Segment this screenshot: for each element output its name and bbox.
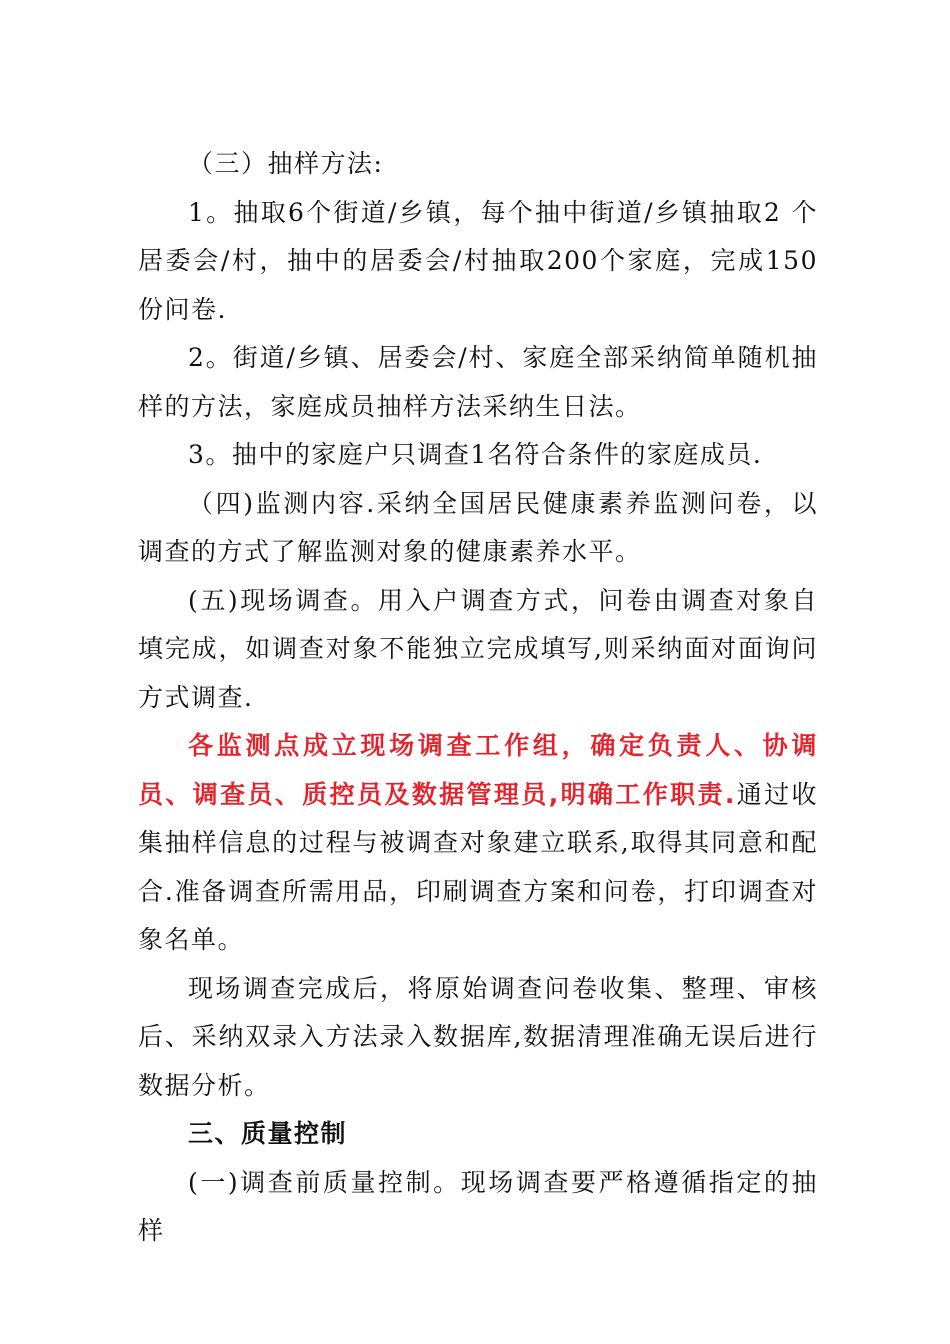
paragraph-data-entry: 现场调查完成后，将原始调查问卷收集、整理、审核后、采纳双录入方法录入数据库,数据清理准确无误后进行数据分析。 [138,973,818,1100]
paragraph-pre-survey-quality: (一)调查前质量控制。现场调查要严格遵循指定的抽样 [138,1167,818,1245]
paragraph-work-group-rest: 通过收集抽样信息的过程与被调查对象建立联系,取得其同意和配合.准备调查所需用品，印刷调查方案和问卷，打印调查对象名单。 [138,779,818,954]
section-quality-control-heading: 三、质量控制 [188,1119,348,1148]
paragraph-work-group [138,722,818,965]
document-body [138,140,818,1256]
section-sampling-method-heading: （三）抽样方法: [188,149,384,178]
paragraph-monitoring-content: （四)监测内容.采纳全国居民健康素养监测问卷，以调查的方式了解监测对象的健康素养水平。 [138,488,818,566]
paragraph-sampling-step-2: 2。街道/乡镇、居委会/村、家庭全部采纳简单随机抽样的方法，家庭成员抽样方法采纳生日法。 [138,343,818,421]
highlighted-text: 各监测点成立现场调查工作组，确定负责人、协调员、调查员、质控员及数据管理员,明确工作职责. [138,731,818,809]
paragraph-field-survey: (五)现场调查。用入户调查方式，问卷由调查对象自填完成，如调查对象不能独立完成填写,则采纳面对面询问方式调查. [138,585,818,712]
paragraph-sampling-step-3: 3。抽中的家庭户只调查1名符合条件的家庭成员. [188,440,763,469]
paragraph-sampling-step-1: 1。抽取6个街道/乡镇，每个抽中街道/乡镇抽取2 个居委会/村，抽中的居委会/村抽取200个家庭，完成150份问卷. [138,197,818,324]
